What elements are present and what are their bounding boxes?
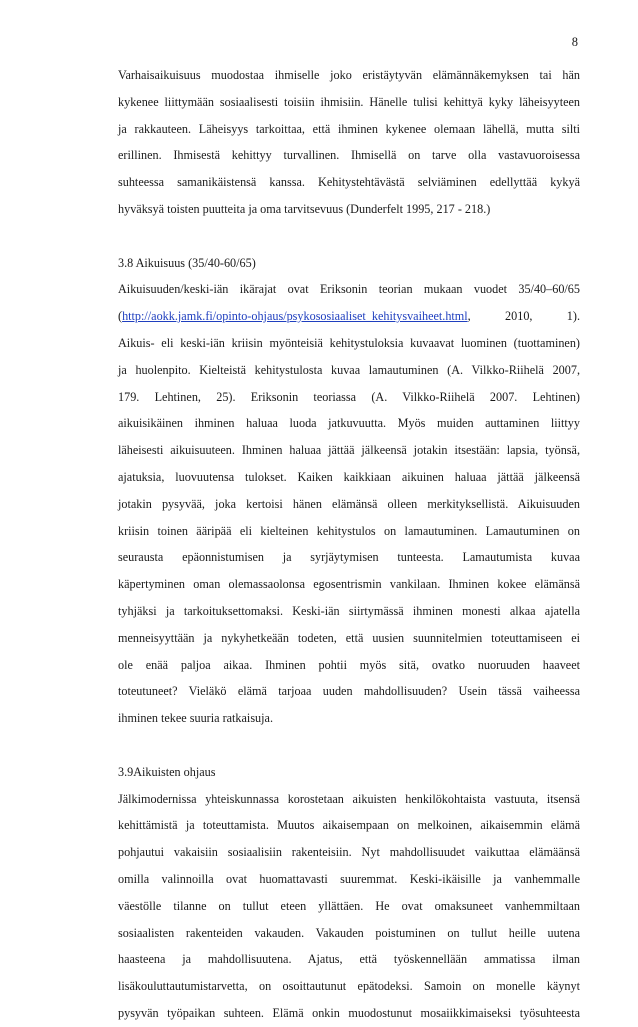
text-line: jotakin pysyvää, joka kertoisi hänen elämänsä olleen merkityksellistä. Aikuisuuden — [118, 496, 580, 511]
text-line: ole enää paljoa aikaa. Ihminen pohtii myös sitä, ovatko nuoruuden haaveet — [118, 657, 580, 672]
section-heading-3-8: 3.8 Aikuisuus (35/40-60/65) — [118, 255, 256, 270]
citation-line — [118, 303, 580, 330]
text-line: seurausta epäonnistumisen ja syrjäytymisen tunteesta. Lamautumista kuvaa — [118, 550, 580, 565]
paren-open: ( — [118, 309, 123, 324]
text-line: Varhaisaikuisuus muodostaa ihmiselle joko eristäytyvän elämännäkemyksen tai hän — [118, 68, 580, 82]
text-line: ihminen tekee suuria ratkaisuja. — [118, 711, 273, 726]
text-line: pysyvän työpaikan suhteen. Elämä onkin muodostunut mosaiikkimaiseksi työsuhteesta — [118, 1005, 580, 1020]
paragraph-gap — [118, 732, 580, 759]
text-line: erillinen. Ihmisestä kehittyy turvallinen. Ihmisellä on tarve olla vastavuoroisessa — [118, 148, 580, 163]
text-line: kehittämistä ja toteuttamista. Muutos aikaisempaan on melkoinen, aikaisemmin elämä — [118, 818, 580, 833]
page-number: 8 — [571, 35, 578, 49]
paragraph-aikuisuus — [118, 276, 580, 732]
text-line: sosiaalisten rakenteiden vakauden. Vakauden poistuminen on tullut heille uutena — [118, 925, 580, 940]
text-line: Aikuis- eli keski-iän kriisin myönteisiä kehitystuloksia kuvaavat luominen (tuottaminen) — [118, 335, 580, 350]
text-line: kykenee liittymään sosiaalisesti toisiin ihmisiin. Hänelle tulisi kehittyä kyky läheisyyteen — [118, 94, 580, 109]
text-line: Aikuisuuden/keski-iän ikärajat ovat Eriksonin teorian mukaan vuodet 35/40–60/65 — [118, 282, 580, 297]
text-line: menneisyyttään ja nykyhetkeään todeten, että uusien suunnitelmien toteuttamiseen ei — [118, 630, 580, 645]
text-line: tyhjäksi ja tarkoituksettomaksi. Keski-iän siirtymässä ihminen monesti alkaa ajatella — [118, 603, 580, 618]
section-heading-3-9: 3.9Aikuisten ohjaus — [118, 764, 216, 779]
text-line: 179. Lehtinen, 25). Eriksonin teoriassa (A. Vilkko-Riihelä 2007. Lehtinen) — [118, 389, 580, 404]
citation-tail: , 2010, 1). — [467, 309, 580, 324]
text-line: ja rakkauteen. Läheisyys tarkoittaa, että ihminen kykenee olemaan lähellä, mutta silti — [118, 121, 580, 136]
text-line: läheisesti aikuisuuteen. Ihminen haluaa jättää jälkeensä jotakin itsestään: lapsia, työnsä, — [118, 443, 580, 458]
text-line: suhteessa samanikäistensä kanssa. Kehitystehtävästä selviäminen edellyttää kykyä — [118, 175, 580, 190]
document-body — [118, 62, 580, 1027]
text-line: ajatuksia, luovuutensa tulokset. Kaiken kaikkiaan aikuinen haluaa jättää jälkeensä — [118, 469, 580, 484]
source-link[interactable]: http://aokk.jamk.fi/opinto-ohjaus/psykososiaaliset_kehitysvaiheet.html — [122, 309, 468, 324]
text-line: aikuisikäinen ihminen haluaa luoda jatkuvuutta. Myös muiden auttaminen liittyy — [118, 416, 580, 431]
text-line: omilla valinnoilla ovat huomattavasti suuremmat. Keski-ikäisille ja vanhemmalle — [118, 871, 580, 886]
paragraph-aikuisten-ohjaus — [118, 786, 580, 1027]
text-line: Jälkimodernissa yhteiskunnassa korostetaan aikuisten henkilökohtaista vastuuta, itsensä — [118, 791, 580, 806]
text-line: kriisin toinen ääripää eli kielteinen kehitystulos on lamautuminen. Lamautuminen on — [118, 523, 580, 538]
text-line: ja huolenpito. Kielteistä kehitystulosta kuvaa lamautuminen (A. Vilkko-Riihelä 2007, — [118, 362, 580, 377]
text-line: haasteena ja mahdollisuutena. Ajatus, että työskennellään ammatissa ilman — [118, 952, 580, 967]
paragraph-varhaisaikuisuus — [118, 62, 580, 223]
text-line: toteutuneet? Vieläkö elämä tarjoaa uuden mahdollisuuden? Usein tässä vaiheessa — [118, 684, 580, 699]
text-line: lisäkouluttautumistarvetta, on osoittautunut epätodeksi. Samoin on monelle käynyt — [118, 979, 580, 994]
paragraph-gap — [118, 223, 580, 250]
text-line: hyväksyä toisten puutteita ja oma tarvitsevuus (Dunderfelt 1995, 217 - 218.) — [118, 201, 491, 216]
text-line: käpertyminen oman olemassaolonsa egosentrismin vankilaan. Ihminen kokee elämänsä — [118, 577, 580, 592]
text-line: pohjautui vakaisiin sosiaalisiin rakenteisiin. Nyt mahdollisuudet vaikuttaa elämäänsä — [118, 845, 580, 860]
text-line: väestölle tilanne on tullut eteen yllättäen. He ovat omaksuneet vanhemmiltaan — [118, 898, 580, 913]
